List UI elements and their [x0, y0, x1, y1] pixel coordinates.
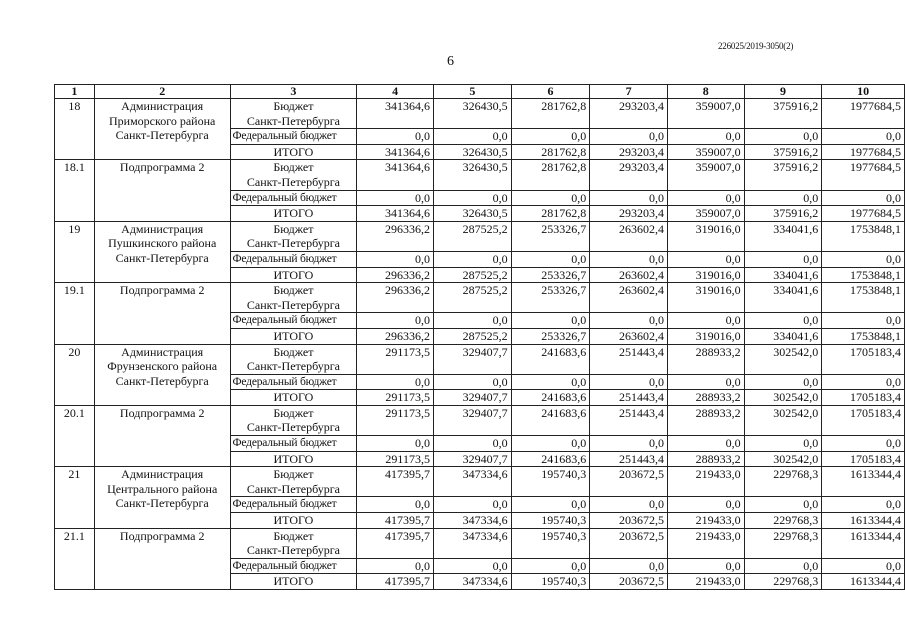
table-row	[55, 99, 905, 129]
funding-source-line: Федеральный бюджет	[232, 375, 337, 388]
funding-source	[230, 99, 357, 129]
value-cell: 334041,6	[744, 283, 822, 313]
value-cell: 417395,7	[357, 528, 434, 558]
funding-source-line: Санкт-Петербурга	[246, 297, 340, 312]
value-cell: 334041,6	[744, 221, 822, 251]
funding-source-line: Бюджет	[273, 528, 314, 543]
value-cell: 203672,5	[590, 513, 668, 529]
value-cell: 281762,8	[511, 206, 590, 222]
value-cell: 0,0	[744, 129, 822, 145]
row-name-line: Санкт-Петербурга	[115, 128, 209, 143]
funding-source	[230, 436, 357, 452]
table-row	[55, 528, 905, 558]
value-cell: 281762,8	[511, 144, 590, 160]
value-cell: 0,0	[744, 190, 822, 206]
row-name	[94, 528, 230, 589]
value-cell: 288933,2	[667, 451, 744, 467]
funding-source-line: ИТОГО	[273, 267, 314, 282]
value-cell: 0,0	[433, 436, 511, 452]
value-cell: 0,0	[667, 497, 744, 513]
funding-source-line: Федеральный бюджет	[232, 437, 337, 450]
value-cell: 0,0	[433, 190, 511, 206]
value-cell: 0,0	[667, 313, 744, 329]
value-cell: 203672,5	[590, 574, 668, 590]
value-cell: 0,0	[744, 558, 822, 574]
value-cell: 359007,0	[667, 206, 744, 222]
value-cell: 0,0	[511, 374, 590, 390]
funding-source	[230, 144, 357, 160]
value-cell: 302542,0	[744, 451, 822, 467]
value-cell: 375916,2	[744, 99, 822, 129]
value-cell: 287525,2	[433, 267, 511, 283]
table-row	[55, 283, 905, 313]
value-cell: 287525,2	[433, 328, 511, 344]
funding-source-line: Бюджет	[273, 160, 314, 175]
row-name	[94, 344, 230, 405]
funding-source-line: Санкт-Петербурга	[246, 236, 340, 251]
header-cell: 5	[433, 85, 511, 99]
funding-source-line: Бюджет	[273, 344, 314, 359]
value-cell: 0,0	[511, 436, 590, 452]
value-cell: 263602,4	[590, 328, 668, 344]
row-name-line: Администрация	[121, 99, 204, 113]
row-name-line: Санкт-Петербурга	[115, 496, 209, 511]
value-cell: 1613344,4	[822, 513, 905, 529]
row-name-line: Подпрограмма 2	[119, 283, 205, 298]
value-cell: 326430,5	[433, 206, 511, 222]
value-cell: 0,0	[590, 558, 668, 574]
funding-source-line: ИТОГО	[273, 206, 314, 221]
funding-source-line: Санкт-Петербурга	[246, 113, 340, 128]
value-cell: 326430,5	[433, 99, 511, 129]
header-cell: 3	[230, 85, 357, 99]
row-number: 21.1	[55, 528, 95, 589]
value-cell: 347334,6	[433, 574, 511, 590]
value-cell: 319016,0	[667, 283, 744, 313]
table-row	[55, 160, 905, 190]
value-cell: 251443,4	[590, 405, 668, 435]
table-row	[55, 405, 905, 435]
value-cell: 241683,6	[511, 390, 590, 406]
value-cell: 1753848,1	[822, 328, 905, 344]
value-cell: 375916,2	[744, 206, 822, 222]
value-cell: 0,0	[433, 251, 511, 267]
value-cell: 287525,2	[433, 221, 511, 251]
value-cell: 417395,7	[357, 467, 434, 497]
row-name-line: Подпрограмма 2	[119, 528, 205, 543]
page-number: 6	[447, 54, 454, 69]
value-cell: 219433,0	[667, 467, 744, 497]
value-cell: 334041,6	[744, 267, 822, 283]
value-cell: 281762,8	[511, 160, 590, 190]
row-name-line: Приморского района	[109, 113, 216, 128]
value-cell: 296336,2	[357, 221, 434, 251]
funding-source	[230, 497, 357, 513]
funding-source-line: ИТОГО	[273, 574, 314, 589]
row-number: 18.1	[55, 160, 95, 221]
funding-source-line: Санкт-Петербурга	[246, 174, 340, 189]
value-cell: 329407,7	[433, 390, 511, 406]
value-cell: 0,0	[433, 558, 511, 574]
value-cell: 0,0	[667, 374, 744, 390]
value-cell: 0,0	[357, 251, 434, 267]
value-cell: 293203,4	[590, 206, 668, 222]
row-number: 20.1	[55, 405, 95, 466]
header-cell: 4	[357, 85, 434, 99]
value-cell: 1753848,1	[822, 283, 905, 313]
funding-source	[230, 221, 357, 251]
header-cell: 7	[590, 85, 668, 99]
row-number: 18	[55, 99, 95, 160]
document-number: 226025/2019-3050(2)	[718, 41, 794, 51]
value-cell: 296336,2	[357, 267, 434, 283]
value-cell: 251443,4	[590, 344, 668, 374]
value-cell: 229768,3	[744, 574, 822, 590]
value-cell: 291173,5	[357, 344, 434, 374]
funding-source	[230, 467, 357, 497]
value-cell: 0,0	[667, 436, 744, 452]
funding-source	[230, 251, 357, 267]
row-number: 21	[55, 467, 95, 528]
value-cell: 253326,7	[511, 283, 590, 313]
funding-source	[230, 451, 357, 467]
funding-source-line: Бюджет	[273, 221, 314, 236]
value-cell: 341364,6	[357, 144, 434, 160]
funding-source-line: Санкт-Петербурга	[246, 420, 340, 435]
value-cell: 417395,7	[357, 513, 434, 529]
value-cell: 0,0	[511, 497, 590, 513]
value-cell: 288933,2	[667, 344, 744, 374]
value-cell: 0,0	[511, 190, 590, 206]
value-cell: 0,0	[590, 436, 668, 452]
value-cell: 0,0	[357, 497, 434, 513]
value-cell: 417395,7	[357, 574, 434, 590]
header-cell: 10	[822, 85, 905, 99]
funding-source	[230, 390, 357, 406]
funding-source-line: Бюджет	[273, 405, 314, 420]
row-name-line: Фрунзенского района	[107, 359, 218, 374]
value-cell: 293203,4	[590, 160, 668, 190]
value-cell: 319016,0	[667, 221, 744, 251]
funding-source	[230, 513, 357, 529]
row-name	[94, 283, 230, 344]
value-cell: 241683,6	[511, 344, 590, 374]
value-cell: 347334,6	[433, 467, 511, 497]
value-cell: 0,0	[357, 558, 434, 574]
value-cell: 319016,0	[667, 328, 744, 344]
funding-source-line: ИТОГО	[273, 144, 314, 159]
value-cell: 0,0	[357, 313, 434, 329]
value-cell: 341364,6	[357, 99, 434, 129]
value-cell: 195740,3	[511, 467, 590, 497]
funding-source	[230, 558, 357, 574]
funding-source-line: Бюджет	[273, 467, 314, 482]
value-cell: 1613344,4	[822, 528, 905, 558]
row-name-line: Администрация	[121, 344, 204, 359]
value-cell: 0,0	[822, 129, 905, 145]
table-row	[55, 467, 905, 497]
value-cell: 291173,5	[357, 405, 434, 435]
value-cell: 0,0	[822, 558, 905, 574]
value-cell: 326430,5	[433, 160, 511, 190]
value-cell: 288933,2	[667, 390, 744, 406]
value-cell: 1977684,5	[822, 206, 905, 222]
funding-source-line: Бюджет	[273, 283, 314, 298]
funding-source-line: Федеральный бюджет	[232, 130, 337, 143]
funding-source	[230, 160, 357, 190]
header-cell: 6	[511, 85, 590, 99]
row-name-line: Подпрограмма 2	[119, 160, 205, 175]
funding-source-line: Федеральный бюджет	[232, 498, 337, 511]
value-cell: 359007,0	[667, 144, 744, 160]
funding-source-line: ИТОГО	[273, 451, 314, 466]
value-cell: 1705183,4	[822, 451, 905, 467]
value-cell: 0,0	[511, 313, 590, 329]
value-cell: 0,0	[744, 313, 822, 329]
value-cell: 0,0	[590, 313, 668, 329]
value-cell: 0,0	[590, 251, 668, 267]
value-cell: 0,0	[822, 313, 905, 329]
value-cell: 375916,2	[744, 160, 822, 190]
budget-table	[54, 84, 905, 590]
funding-source-line: ИТОГО	[273, 390, 314, 405]
value-cell: 219433,0	[667, 528, 744, 558]
header-cell: 9	[744, 85, 822, 99]
funding-source	[230, 528, 357, 558]
value-cell: 291173,5	[357, 451, 434, 467]
row-number: 20	[55, 344, 95, 405]
value-cell: 0,0	[511, 129, 590, 145]
value-cell: 347334,6	[433, 513, 511, 529]
value-cell: 0,0	[590, 190, 668, 206]
value-cell: 1613344,4	[822, 467, 905, 497]
value-cell: 253326,7	[511, 328, 590, 344]
row-name-line: Подпрограмма 2	[119, 405, 205, 420]
value-cell: 0,0	[433, 313, 511, 329]
value-cell: 263602,4	[590, 267, 668, 283]
value-cell: 1705183,4	[822, 390, 905, 406]
value-cell: 0,0	[822, 374, 905, 390]
row-name	[94, 99, 230, 160]
value-cell: 341364,6	[357, 160, 434, 190]
value-cell: 0,0	[744, 436, 822, 452]
row-name-line: Центрального района	[107, 481, 218, 496]
value-cell: 0,0	[511, 251, 590, 267]
funding-source-line: Санкт-Петербурга	[246, 359, 340, 374]
value-cell: 359007,0	[667, 160, 744, 190]
value-cell: 195740,3	[511, 513, 590, 529]
funding-source-line: Федеральный бюджет	[232, 314, 337, 327]
funding-source	[230, 206, 357, 222]
value-cell: 0,0	[590, 129, 668, 145]
value-cell: 1977684,5	[822, 99, 905, 129]
value-cell: 0,0	[822, 251, 905, 267]
row-number: 19.1	[55, 283, 95, 344]
value-cell: 241683,6	[511, 405, 590, 435]
value-cell: 296336,2	[357, 283, 434, 313]
funding-source	[230, 267, 357, 283]
value-cell: 296336,2	[357, 328, 434, 344]
funding-source	[230, 328, 357, 344]
value-cell: 0,0	[357, 374, 434, 390]
value-cell: 0,0	[590, 497, 668, 513]
value-cell: 1705183,4	[822, 405, 905, 435]
value-cell: 0,0	[357, 190, 434, 206]
value-cell: 326430,5	[433, 144, 511, 160]
funding-source	[230, 405, 357, 435]
value-cell: 241683,6	[511, 451, 590, 467]
value-cell: 203672,5	[590, 467, 668, 497]
row-number: 19	[55, 221, 95, 282]
value-cell: 0,0	[744, 497, 822, 513]
value-cell: 0,0	[433, 374, 511, 390]
row-name-line: Санкт-Петербурга	[115, 373, 209, 388]
value-cell: 0,0	[744, 251, 822, 267]
value-cell: 319016,0	[667, 267, 744, 283]
funding-source-line: Санкт-Петербурга	[246, 481, 340, 496]
value-cell: 253326,7	[511, 267, 590, 283]
value-cell: 0,0	[667, 129, 744, 145]
row-name	[94, 467, 230, 528]
value-cell: 291173,5	[357, 390, 434, 406]
row-name	[94, 160, 230, 221]
value-cell: 1753848,1	[822, 221, 905, 251]
row-name-line: Администрация	[121, 221, 204, 236]
value-cell: 1977684,5	[822, 160, 905, 190]
funding-source-line: Федеральный бюджет	[232, 559, 337, 572]
value-cell: 229768,3	[744, 528, 822, 558]
value-cell: 287525,2	[433, 283, 511, 313]
funding-source	[230, 283, 357, 313]
row-name-line: Санкт-Петербурга	[115, 250, 209, 265]
funding-source	[230, 374, 357, 390]
value-cell: 0,0	[667, 190, 744, 206]
value-cell: 0,0	[822, 436, 905, 452]
header-cell: 2	[94, 85, 230, 99]
value-cell: 341364,6	[357, 206, 434, 222]
row-name-line: Администрация	[121, 467, 204, 482]
value-cell: 293203,4	[590, 144, 668, 160]
funding-source	[230, 574, 357, 590]
value-cell: 0,0	[822, 497, 905, 513]
table-row	[55, 221, 905, 251]
funding-source-line: Бюджет	[273, 99, 314, 113]
row-name	[94, 405, 230, 466]
value-cell: 281762,8	[511, 99, 590, 129]
value-cell: 1613344,4	[822, 574, 905, 590]
value-cell: 1753848,1	[822, 267, 905, 283]
value-cell: 251443,4	[590, 390, 668, 406]
value-cell: 0,0	[357, 129, 434, 145]
value-cell: 359007,0	[667, 99, 744, 129]
value-cell: 219433,0	[667, 513, 744, 529]
row-name	[94, 221, 230, 282]
value-cell: 195740,3	[511, 574, 590, 590]
value-cell: 293203,4	[590, 99, 668, 129]
value-cell: 0,0	[433, 497, 511, 513]
value-cell: 203672,5	[590, 528, 668, 558]
table-row	[55, 344, 905, 374]
value-cell: 329407,7	[433, 344, 511, 374]
value-cell: 1705183,4	[822, 344, 905, 374]
value-cell: 1977684,5	[822, 144, 905, 160]
header-cell: 1	[55, 85, 95, 99]
value-cell: 263602,4	[590, 221, 668, 251]
header-cell: 8	[667, 85, 744, 99]
funding-source	[230, 190, 357, 206]
value-cell: 0,0	[511, 558, 590, 574]
value-cell: 302542,0	[744, 405, 822, 435]
value-cell: 0,0	[590, 374, 668, 390]
value-cell: 263602,4	[590, 283, 668, 313]
funding-source-line: Федеральный бюджет	[232, 252, 337, 265]
value-cell: 302542,0	[744, 390, 822, 406]
funding-source-line: Федеральный бюджет	[232, 191, 337, 204]
header-row	[55, 85, 905, 99]
value-cell: 329407,7	[433, 451, 511, 467]
value-cell: 0,0	[822, 190, 905, 206]
value-cell: 219433,0	[667, 574, 744, 590]
row-name-line: Пушкинского района	[108, 236, 217, 251]
funding-source	[230, 129, 357, 145]
funding-source	[230, 313, 357, 329]
value-cell: 253326,7	[511, 221, 590, 251]
value-cell: 375916,2	[744, 144, 822, 160]
funding-source	[230, 344, 357, 374]
table-body	[55, 85, 905, 590]
value-cell: 0,0	[744, 374, 822, 390]
value-cell: 229768,3	[744, 467, 822, 497]
value-cell: 334041,6	[744, 328, 822, 344]
funding-source-line: ИТОГО	[273, 513, 314, 528]
value-cell: 288933,2	[667, 405, 744, 435]
value-cell: 195740,3	[511, 528, 590, 558]
value-cell: 0,0	[357, 436, 434, 452]
value-cell: 0,0	[667, 558, 744, 574]
value-cell: 302542,0	[744, 344, 822, 374]
value-cell: 0,0	[433, 129, 511, 145]
value-cell: 347334,6	[433, 528, 511, 558]
value-cell: 0,0	[667, 251, 744, 267]
funding-source-line: ИТОГО	[273, 328, 314, 343]
value-cell: 229768,3	[744, 513, 822, 529]
value-cell: 251443,4	[590, 451, 668, 467]
funding-source-line: Санкт-Петербурга	[246, 543, 340, 558]
value-cell: 329407,7	[433, 405, 511, 435]
